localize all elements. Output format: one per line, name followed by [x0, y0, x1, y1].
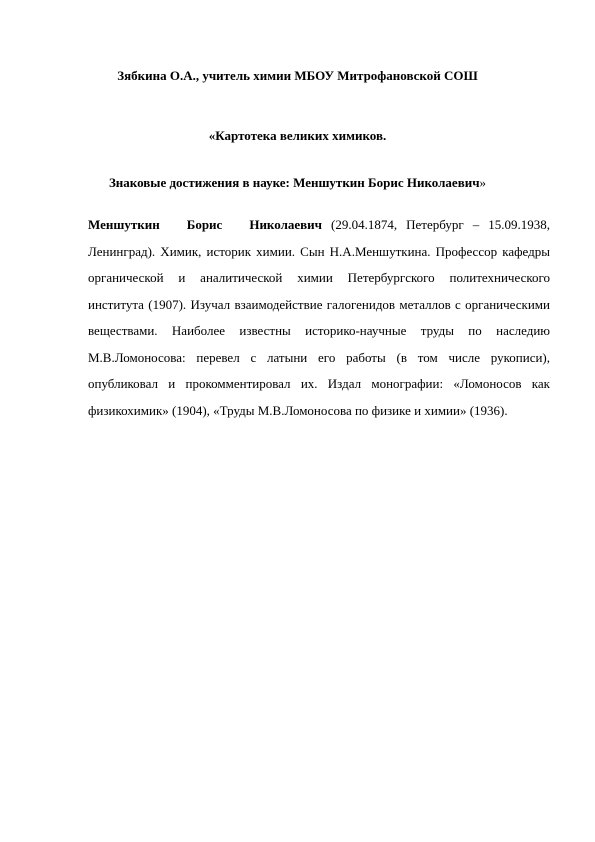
article-paragraph [88, 212, 550, 424]
scientist-name: Меншуткин Борис Николаевич [88, 217, 322, 232]
article-text: (29.04.1874, Петербург – 15.09.1938, Ленинград). Химик, историк химии. Сын Н.А.Меншуткина. Профессор кафедры органической и аналитической химии Петербургского политехнического института (1907). Изучал взаимодействие галогенидов металлов с органическими веществами. Наиболее известны историко-научные труды по наследию М.В.Ломоносова: перевел с латыни его работы (в том числе рукописи), опубликовал и прокомментировал их. Издал монографии: «Ломоносов как физикохимик» (1904), «Труды М.В.Ломоносова по физике и химии» (1936). [88, 217, 551, 418]
author-line: Зябкина О.А., учитель химии МБОУ Митрофановской СОШ [117, 68, 478, 83]
series-title: «Картотека великих химиков. [208, 128, 387, 143]
subtitle-close-quote: » [479, 175, 487, 190]
subtitle [0, 175, 595, 191]
subtitle-main: Знаковые достижения в науке: Меншуткин Борис Николаевич [108, 175, 480, 190]
